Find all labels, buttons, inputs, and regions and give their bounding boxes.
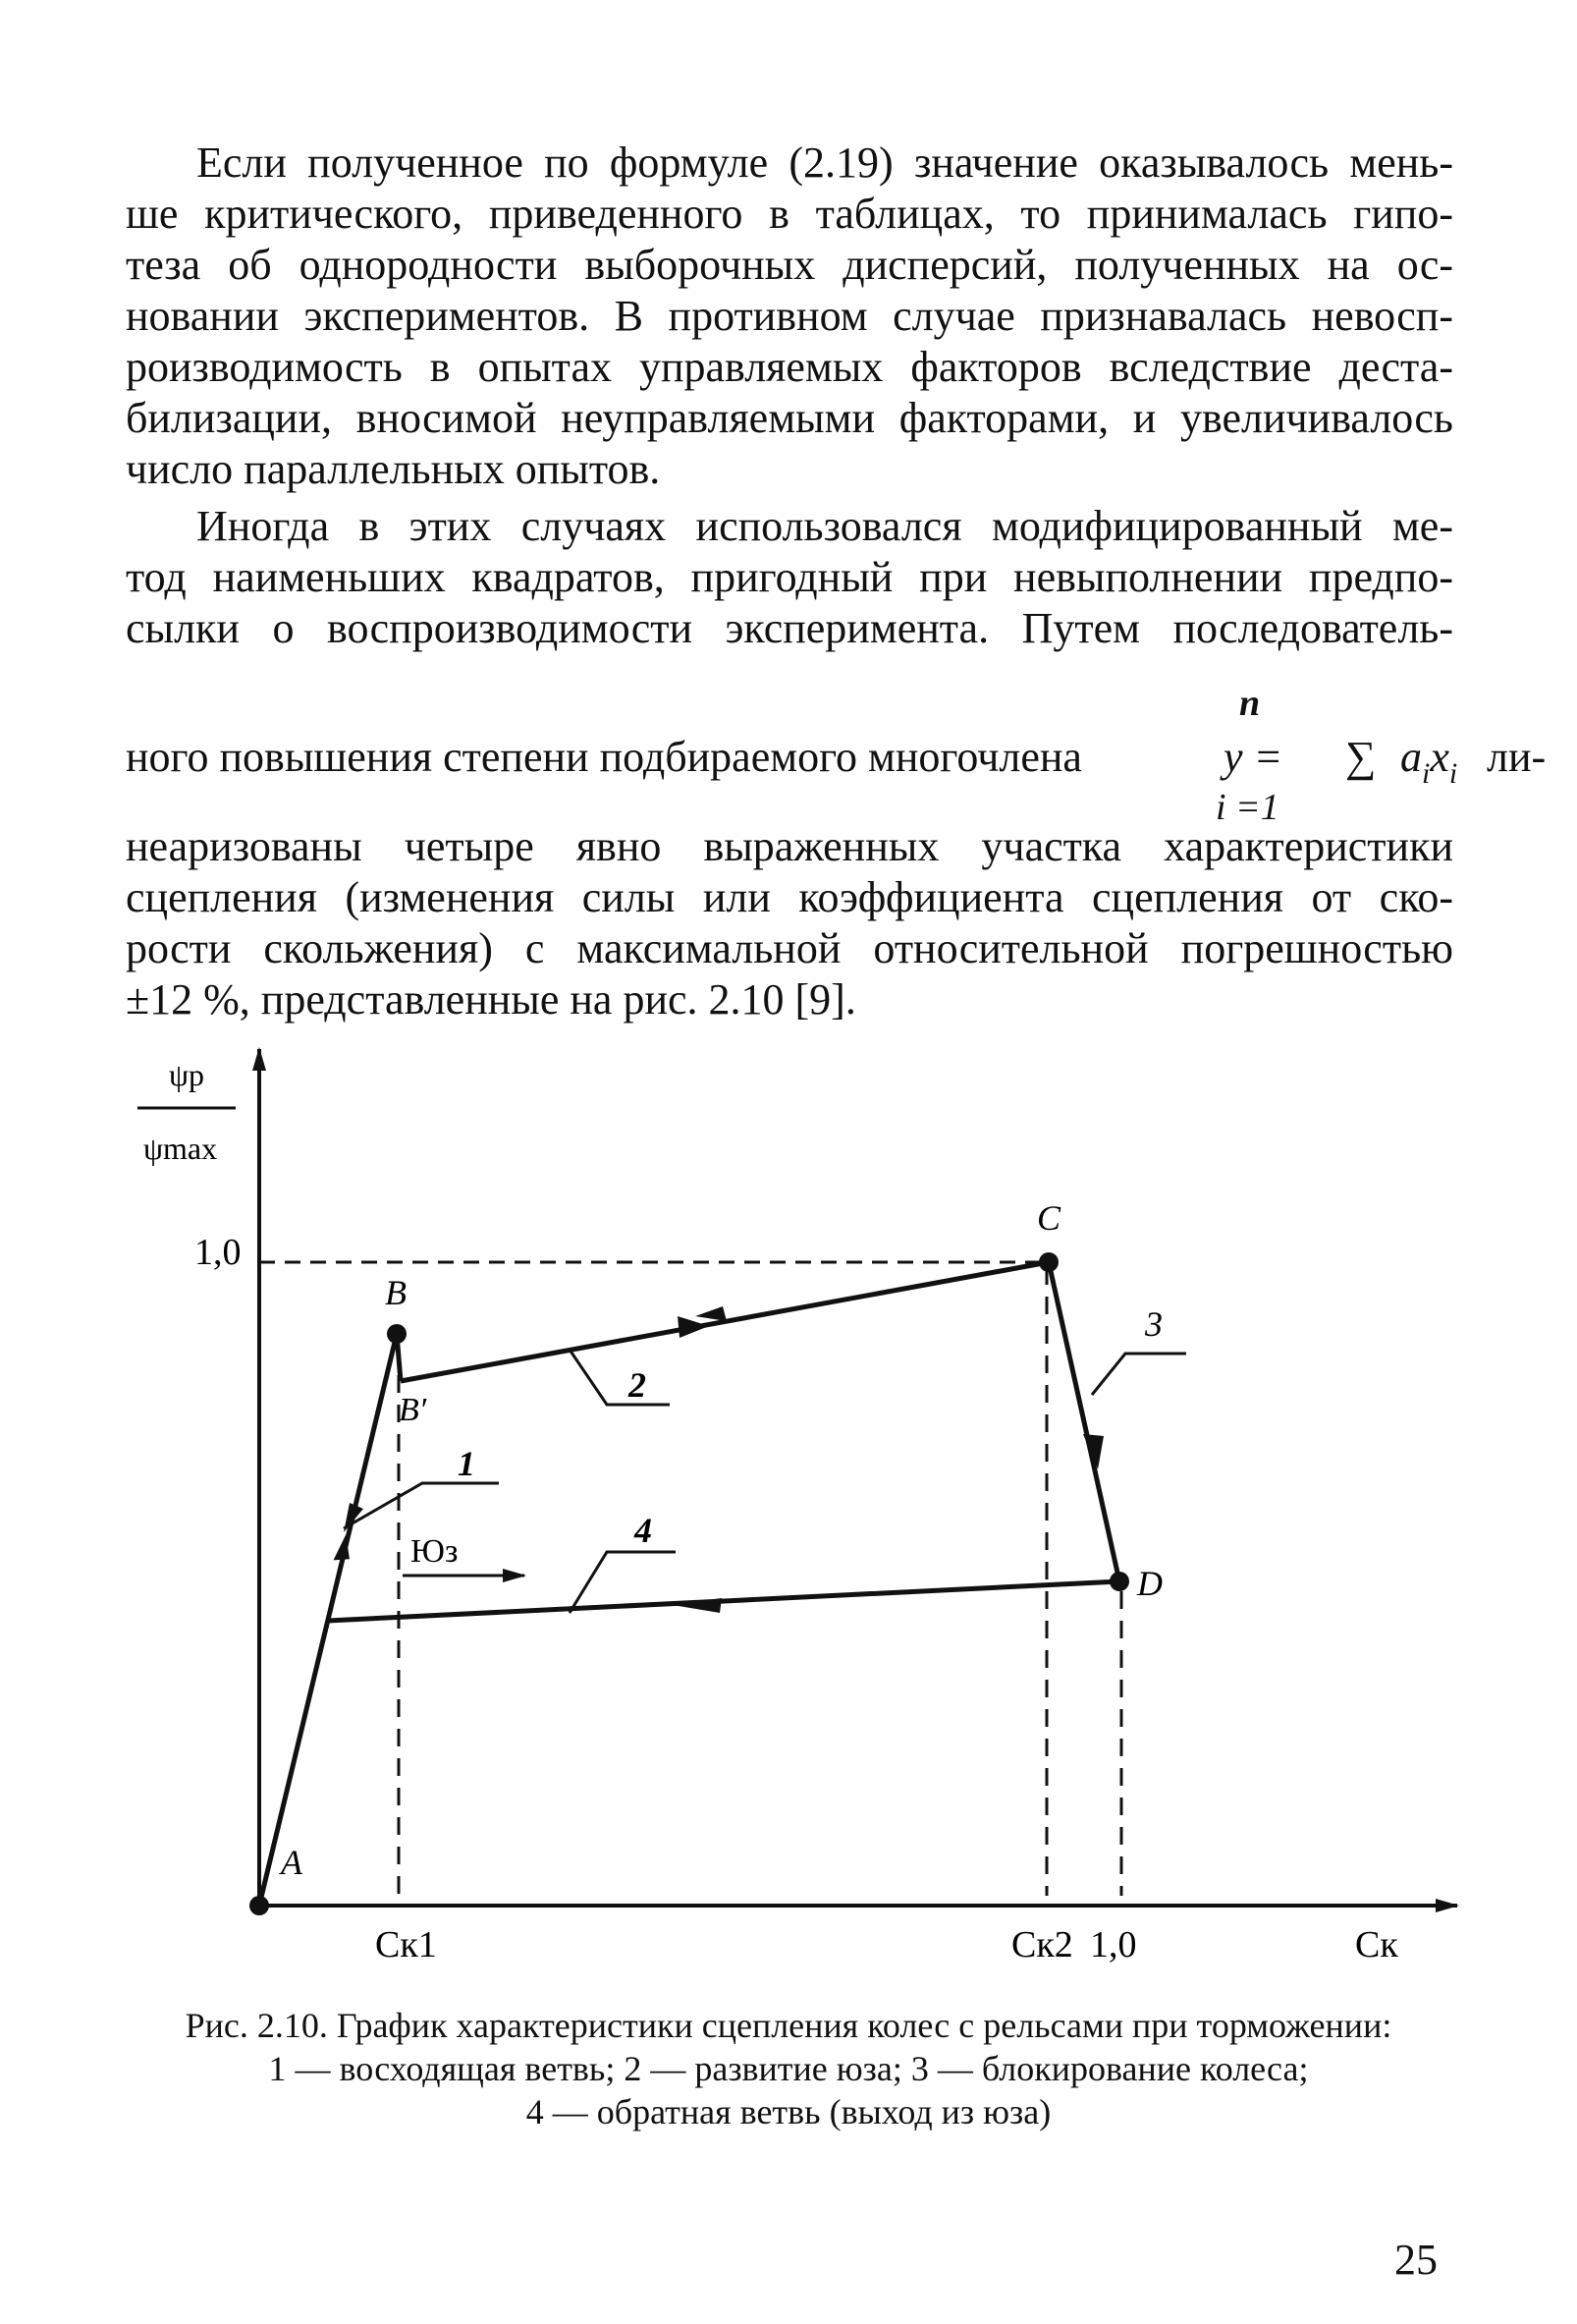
text-line: ше критического, приведенного в таблицах, то принималась гипо- <box>126 190 1453 238</box>
text-line: билизации, вносимой неуправляемыми факторами, и увеличивалось <box>126 394 1453 442</box>
caption-line-3: 4 — обратная ветвь (выход из юза) <box>525 2092 1052 2131</box>
arrow-branch-1-up <box>334 1533 354 1563</box>
sum-symbol: ∑ <box>1345 733 1377 781</box>
point-b-label: B <box>385 1273 407 1312</box>
text-line: число параллельных опытов. <box>126 445 661 493</box>
text-line: сылки о воспроизводимости эксперимента. Путем последователь- <box>126 604 1453 652</box>
formula-sub-i: i <box>1422 757 1431 790</box>
caption-line-2: 1 — восходящая ветвь; 2 — развитие юза; 3 — блокирование колеса; <box>268 2049 1309 2088</box>
text-line: рости скольжения) с максимальной относительной погрешностью <box>126 924 1453 972</box>
x-tick-ck2: Ск2 <box>1011 1924 1073 1965</box>
formula-a: a <box>1400 733 1422 781</box>
point-c-label: C <box>1037 1198 1061 1238</box>
branch-2-label: 2 <box>628 1365 646 1405</box>
point-a-label: A <box>281 1843 302 1882</box>
y-tick-label: 1,0 <box>194 1232 242 1273</box>
formula-sub-i: i <box>1448 757 1458 790</box>
page-number: 25 <box>1394 2236 1438 2284</box>
formula-y-equals: y = <box>1224 733 1283 781</box>
branch-3-label: 3 <box>1145 1304 1163 1344</box>
text-line: тод наименьших квадратов, пригодный при невыполнении предпо- <box>126 553 1453 601</box>
branch-4-return <box>328 1581 1119 1621</box>
branch-1-label: 1 <box>458 1444 475 1483</box>
text-line: новании экспериментов. В противном случае признавалась невосп- <box>126 292 1453 340</box>
text-line: неаризованы четыре явно выраженных участка характеристики <box>126 822 1453 870</box>
branch-4-label: 4 <box>634 1511 652 1550</box>
text-line: Иногда в этих случаях использовался модифицированный ме- <box>196 502 1453 550</box>
formula-line-hyphen: ли- <box>1487 733 1547 781</box>
sum-upper-limit: n <box>1239 683 1261 724</box>
point-d-label: D <box>1137 1564 1163 1603</box>
arrow-branch-2-forward <box>678 1316 709 1338</box>
caption-line-1: Рис. 2.10. График характеристики сцепления колес с рельсами при торможении: <box>185 2006 1392 2045</box>
branch-2-leader <box>570 1350 670 1405</box>
point-d-dot <box>1110 1572 1129 1591</box>
arrow-branch-2-backward <box>695 1306 727 1321</box>
text-line: теза об однородности выборочных дисперсий, полученных на ос- <box>126 241 1453 289</box>
text-line: ±12 %, представленные на рис. 2.10 [9]. <box>126 975 856 1024</box>
figure-caption <box>98 2004 1479 2133</box>
branch-3-leader <box>1092 1354 1186 1395</box>
branch-1-leader <box>344 1483 499 1528</box>
skid-label: Юз <box>410 1533 459 1570</box>
point-c-dot <box>1039 1252 1059 1272</box>
formula-x: x <box>1430 733 1449 781</box>
text-line: сцепления (изменения силы или коэффициента сцепления от ско- <box>126 873 1453 921</box>
x-tick-ck1: Ск1 <box>375 1924 437 1965</box>
y-axis-label-numerator: ψр <box>169 1057 205 1092</box>
point-b-dot <box>387 1324 407 1344</box>
branch-2-skid-development <box>401 1262 1049 1381</box>
x-axis-label: Ск <box>1355 1924 1398 1965</box>
point-a-dot <box>249 1896 269 1915</box>
x-tick-one: 1,0 <box>1090 1924 1137 1965</box>
branch-3-wheel-lock <box>1049 1262 1119 1581</box>
formula-line-text: ного повышения степени подбираемого многочлена <box>126 733 1082 781</box>
sum-lower-limit: i =1 <box>1216 787 1279 828</box>
point-bprime-label: B′ <box>399 1392 427 1428</box>
text-line: Если полученное по формуле (2.19) значение оказывалось мень- <box>196 138 1453 187</box>
y-axis-label-denominator: ψmax <box>143 1131 218 1166</box>
text-line: роизводимость в опытах управляемых факторов вследствие деста- <box>126 343 1453 391</box>
